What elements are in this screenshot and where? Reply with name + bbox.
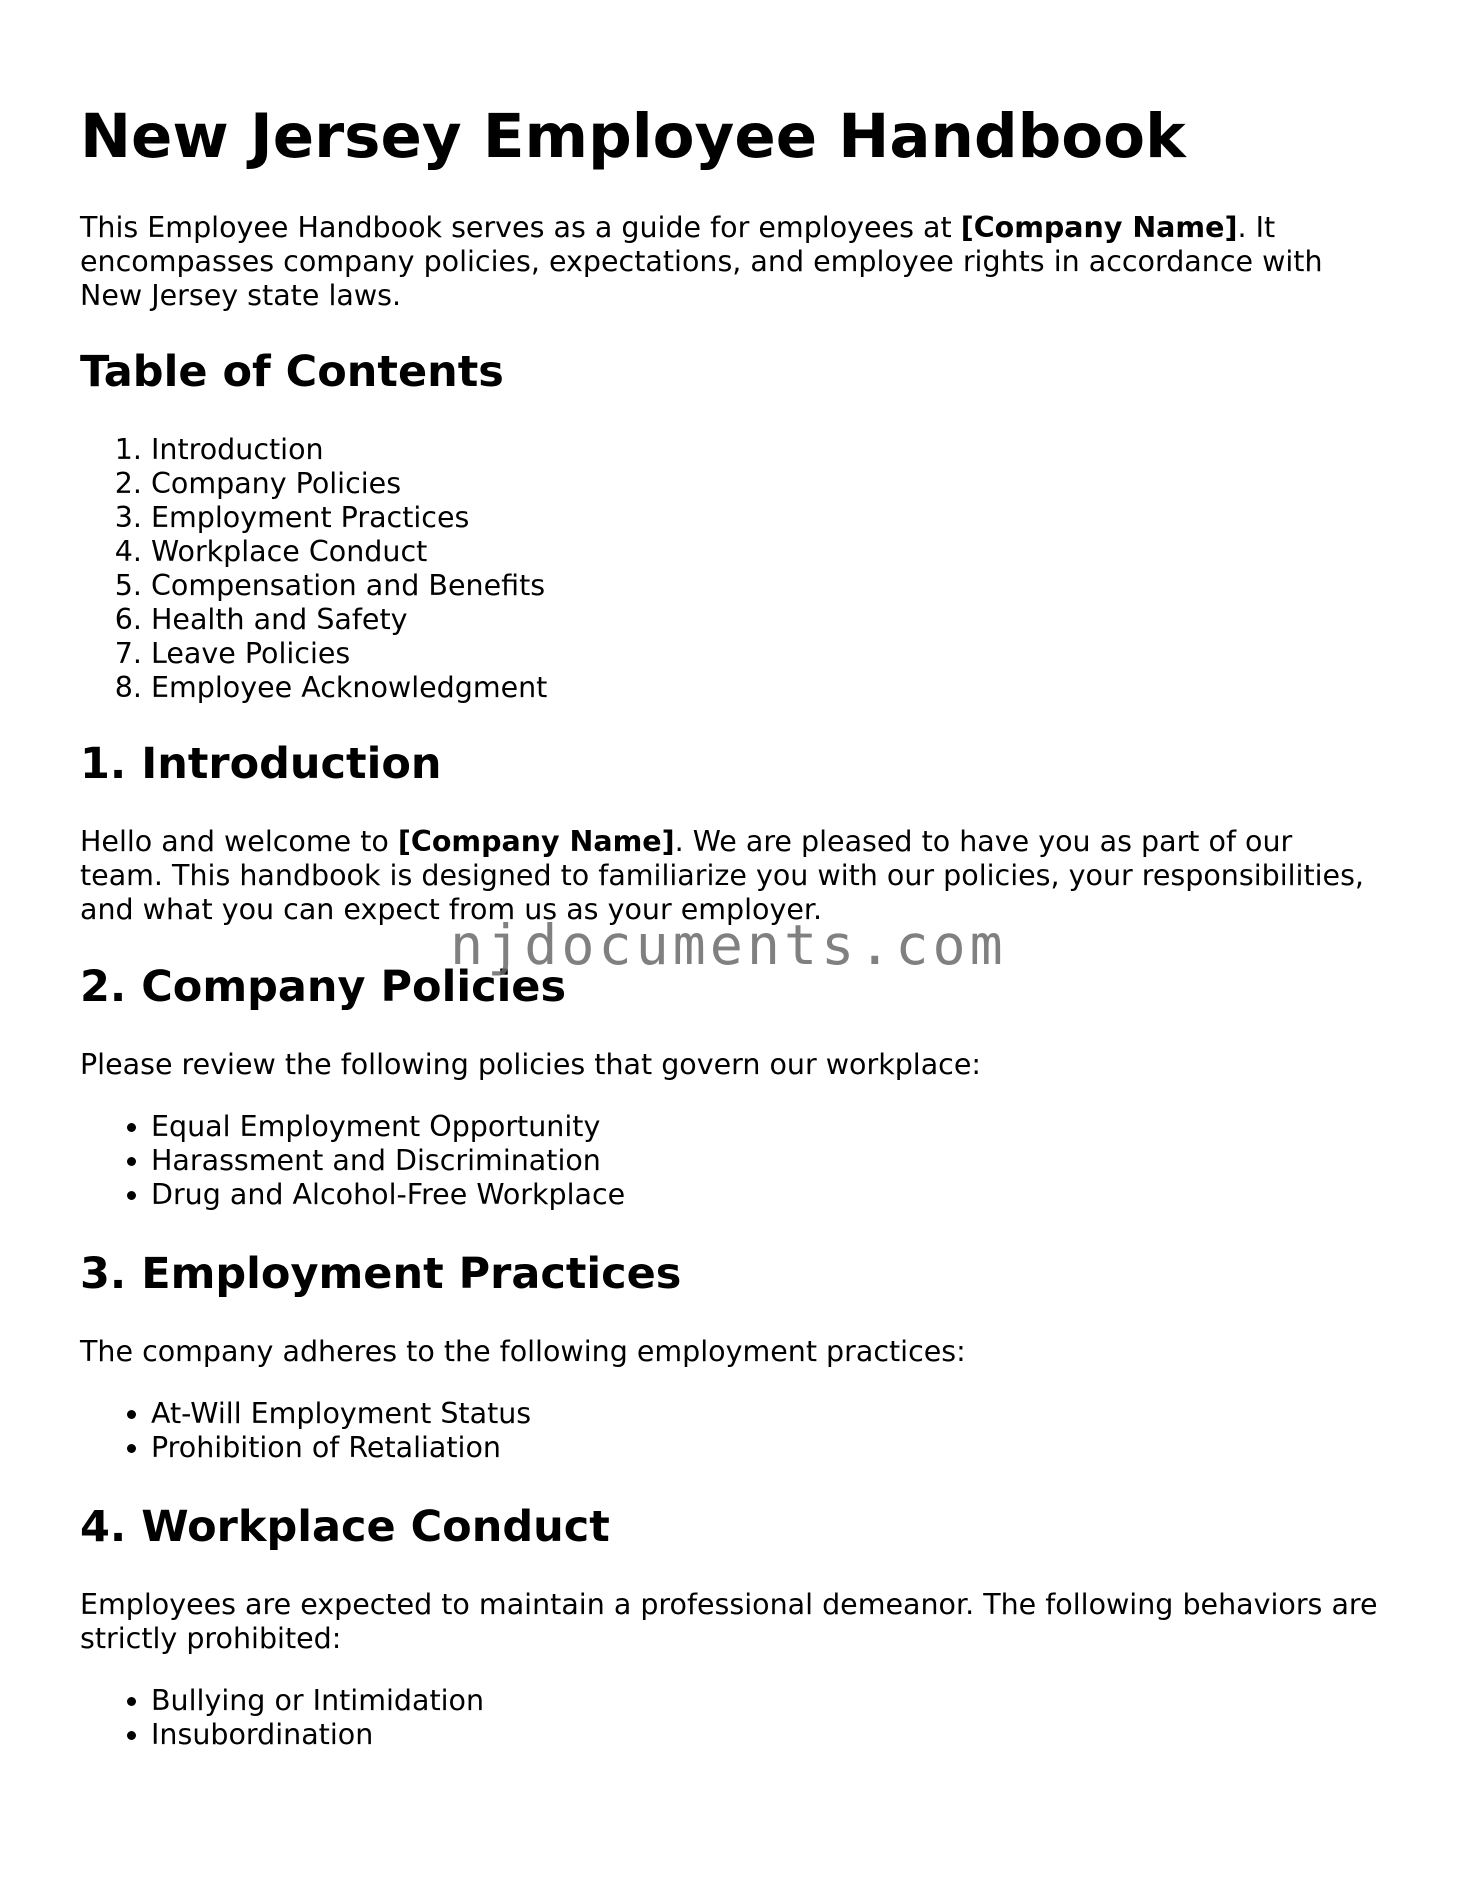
watermark: njdocuments.com xyxy=(450,913,1007,977)
list-item: • Equal Employment Opportunity xyxy=(151,1110,625,1144)
section-heading-workplace-conduct: 4. Workplace Conduct xyxy=(80,1502,610,1552)
toc-item: 4. Workplace Conduct xyxy=(151,535,547,569)
toc-item: 8. Employee Acknowledgment xyxy=(151,671,547,705)
toc-item: 3. Employment Practices xyxy=(151,501,547,535)
section-heading-company-policies: 2. Company Policies xyxy=(80,962,567,1012)
list-item: • At-Will Employment Status xyxy=(151,1397,531,1431)
welcome-text-after: . We are pleased to have you as part of our team. This handbook is designed to familiarize you with our policies, your responsibilities, and what you can expect from us as your employer. xyxy=(80,825,1364,926)
page-title: New Jersey Employee Handbook xyxy=(80,101,1186,172)
toc-item: 2. Company Policies xyxy=(151,467,547,501)
section-heading-employment-practices: 3. Employment Practices xyxy=(80,1249,682,1299)
toc-item: 1. Introduction xyxy=(151,433,547,467)
toc-heading: Table of Contents xyxy=(80,347,504,397)
list-item: • Drug and Alcohol-Free Workplace xyxy=(151,1178,625,1212)
company-policies-list xyxy=(80,1110,625,1212)
toc-item: 6. Health and Safety xyxy=(151,603,547,637)
company-name-placeholder: [Company Name] xyxy=(397,825,675,858)
introduction-paragraph xyxy=(80,825,1380,927)
section-heading-introduction: 1. Introduction xyxy=(80,739,442,789)
list-item: • Insubordination xyxy=(151,1718,484,1752)
list-item: • Harassment and Discrimination xyxy=(151,1144,625,1178)
workplace-conduct-list xyxy=(80,1684,484,1752)
intro-text-after: . It encompasses company policies, expectations, and employee rights in accordance with New Jersey state laws. xyxy=(80,211,1323,312)
toc-list xyxy=(80,433,547,705)
intro-paragraph xyxy=(80,211,1380,313)
workplace-conduct-paragraph: Employees are expected to maintain a professional demeanor. The following behaviors are strictly prohibited: xyxy=(80,1588,1378,1655)
company-name-placeholder: [Company Name] xyxy=(960,211,1238,244)
employment-practices-paragraph: The company adheres to the following employment practices: xyxy=(80,1335,966,1368)
employment-practices-list xyxy=(80,1397,531,1465)
list-item: • Bullying or Intimidation xyxy=(151,1684,484,1718)
toc-item: 7. Leave Policies xyxy=(151,637,547,671)
list-item: • Prohibition of Retaliation xyxy=(151,1431,531,1465)
intro-text-before: This Employee Handbook serves as a guide for employees at xyxy=(80,211,961,244)
welcome-text-before: Hello and welcome to xyxy=(80,825,398,858)
company-policies-paragraph: Please review the following policies that govern our workplace: xyxy=(80,1048,981,1081)
toc-item: 5. Compensation and Benefits xyxy=(151,569,547,603)
